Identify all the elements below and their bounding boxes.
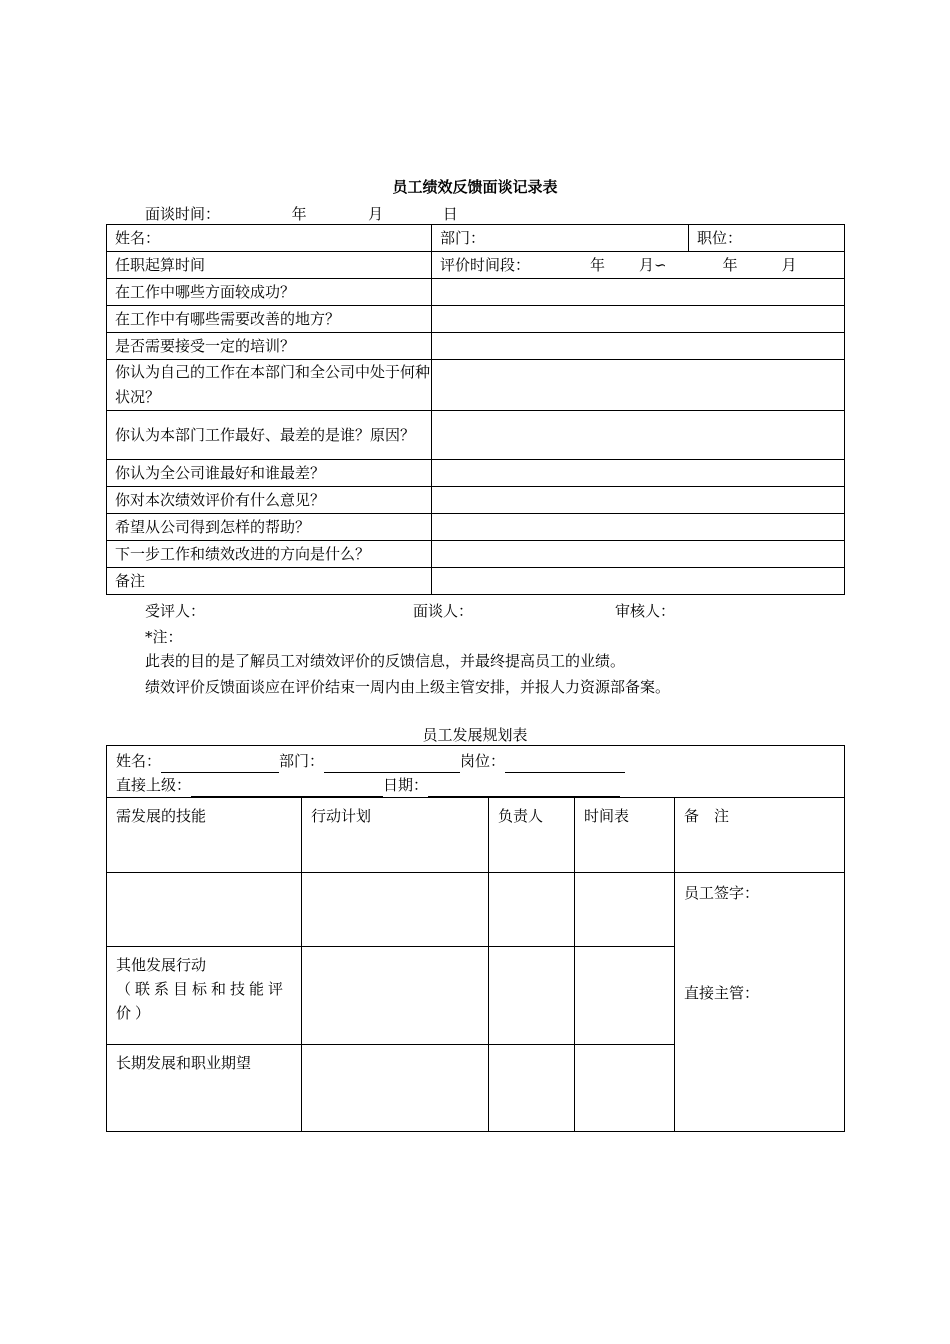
period-month2: 月	[781, 255, 797, 274]
schedule-cell[interactable]	[575, 1045, 675, 1132]
date-field[interactable]	[428, 778, 620, 797]
date-label: 日期：	[383, 776, 429, 794]
table-row	[107, 487, 845, 514]
answer-cell[interactable]	[432, 460, 845, 487]
name-cell[interactable]	[107, 225, 432, 252]
header-action-plan: 行动计划	[302, 798, 489, 873]
action-plan-cell[interactable]	[302, 873, 489, 947]
form2-title: 员工发展规划表	[422, 726, 528, 744]
header-remarks: 备 注	[675, 798, 845, 873]
action-plan-cell[interactable]	[302, 947, 489, 1045]
position-cell[interactable]	[689, 225, 845, 252]
question-cell	[107, 279, 432, 306]
question-label: 在工作中哪些方面较成功？	[115, 282, 296, 301]
interviewer-label: 面谈人：	[413, 602, 474, 620]
eval-period-label: 评价时间段：	[440, 255, 531, 274]
direct-manager-label: 直接主管：	[684, 984, 760, 1002]
question-cell	[107, 411, 432, 460]
answer-cell[interactable]	[432, 333, 845, 360]
question-label: 你认为本部门工作最好、最差的是谁？原因？	[115, 425, 416, 444]
supervisor-field[interactable]	[191, 778, 383, 797]
answer-cell[interactable]	[432, 411, 845, 460]
table-row	[107, 225, 845, 252]
note-heading: *注：	[145, 628, 183, 646]
reviewee-label: 受评人：	[145, 602, 206, 620]
question-cell	[107, 333, 432, 360]
position-label: 职位：	[697, 228, 743, 247]
question-cell	[107, 487, 432, 514]
question-cell	[107, 514, 432, 541]
action-plan-cell[interactable]	[302, 1045, 489, 1132]
answer-cell[interactable]	[432, 306, 845, 333]
table-row	[107, 460, 845, 487]
table-row	[107, 333, 845, 360]
note-line-2: 绩效评价反馈面谈应在评价结束一周内由上级主管安排，并报人力资源部备案。	[145, 678, 671, 696]
owner-cell[interactable]	[489, 1045, 575, 1132]
long-term-cell	[107, 1045, 302, 1132]
name-label: 姓名：	[116, 752, 162, 770]
dept-label: 部门：	[440, 228, 486, 247]
long-term-label: 长期发展和职业期望	[116, 1054, 252, 1072]
table-row	[107, 568, 845, 595]
table-row	[107, 514, 845, 541]
table-row	[107, 411, 845, 460]
employee-sign-label: 员工签字：	[684, 884, 760, 902]
header-info-line-1	[116, 749, 844, 773]
table-row	[107, 279, 845, 306]
other-actions-label: 其他发展行动	[116, 956, 207, 974]
answer-cell[interactable]	[432, 487, 845, 514]
post-field[interactable]	[505, 754, 625, 773]
dept-field[interactable]	[324, 754, 460, 773]
question-label: 希望从公司得到怎样的帮助？	[115, 517, 311, 536]
remarks-cell[interactable]	[432, 568, 845, 595]
interview-month-label: 月	[368, 205, 384, 223]
question-cell	[107, 460, 432, 487]
question-label: 你认为全公司谁最好和谁最差？	[115, 463, 326, 482]
table-row	[107, 798, 845, 873]
development-plan-table	[106, 745, 845, 1132]
answer-cell[interactable]	[432, 279, 845, 306]
answer-cell[interactable]	[432, 541, 845, 568]
name-field[interactable]	[161, 754, 279, 773]
header-skills: 需发展的技能	[107, 798, 302, 873]
start-date-label-cell	[107, 252, 432, 279]
table-row	[107, 873, 845, 947]
question-label: 你对本次绩效评价有什么意见？	[115, 490, 326, 509]
supervisor-label: 直接上级：	[116, 776, 192, 794]
table-row	[107, 252, 845, 279]
dept-cell[interactable]	[432, 225, 689, 252]
name-label: 姓名：	[115, 228, 161, 247]
feedback-table	[106, 224, 845, 595]
period-year1: 年	[590, 255, 606, 274]
table-row	[107, 541, 845, 568]
interview-year-label: 年	[291, 205, 307, 223]
signature-cell[interactable]	[675, 873, 845, 1132]
period-month1: 月∽	[639, 255, 667, 274]
other-actions-note: （联系目标和技能评价）	[116, 980, 288, 1022]
question-cell	[107, 360, 432, 411]
header-info-cell	[107, 746, 845, 798]
question-label: 下一步工作和绩效改进的方向是什么？	[115, 544, 371, 563]
answer-cell[interactable]	[432, 514, 845, 541]
interview-day-label: 日	[442, 205, 458, 223]
post-label: 岗位：	[460, 752, 506, 770]
question-label: 你认为自己的工作在本部门和全公司中处于何种状况？	[115, 363, 431, 406]
form1-title: 员工绩效反馈面谈记录表	[392, 178, 558, 196]
eval-period-cell[interactable]	[432, 252, 845, 279]
period-year2: 年	[722, 255, 738, 274]
other-actions-cell	[107, 947, 302, 1045]
interview-time-label: 面谈时间：	[145, 205, 221, 223]
header-owner: 负责人	[489, 798, 575, 873]
schedule-cell[interactable]	[575, 947, 675, 1045]
table-row	[107, 306, 845, 333]
question-label: 在工作中有哪些需要改善的地方？	[115, 309, 341, 328]
answer-cell[interactable]	[432, 360, 845, 411]
remarks-label-cell	[107, 568, 432, 595]
question-cell	[107, 541, 432, 568]
remarks-label: 备注	[115, 571, 146, 590]
question-label: 是否需要接受一定的培训？	[115, 336, 296, 355]
owner-cell[interactable]	[489, 873, 575, 947]
interview-time-line	[145, 203, 458, 224]
schedule-cell[interactable]	[575, 873, 675, 947]
skills-cell[interactable]	[107, 873, 302, 947]
table-row	[107, 746, 845, 798]
question-cell	[107, 306, 432, 333]
start-date-label: 任职起算时间	[115, 255, 206, 274]
table-row	[107, 360, 845, 411]
header-schedule: 时间表	[575, 798, 675, 873]
header-info-line-2	[116, 773, 844, 797]
reviewer-label: 审核人：	[615, 602, 676, 620]
owner-cell[interactable]	[489, 947, 575, 1045]
dept-label: 部门：	[279, 752, 325, 770]
note-line-1: 此表的目的是了解员工对绩效评价的反馈信息，并最终提高员工的业绩。	[145, 652, 626, 670]
